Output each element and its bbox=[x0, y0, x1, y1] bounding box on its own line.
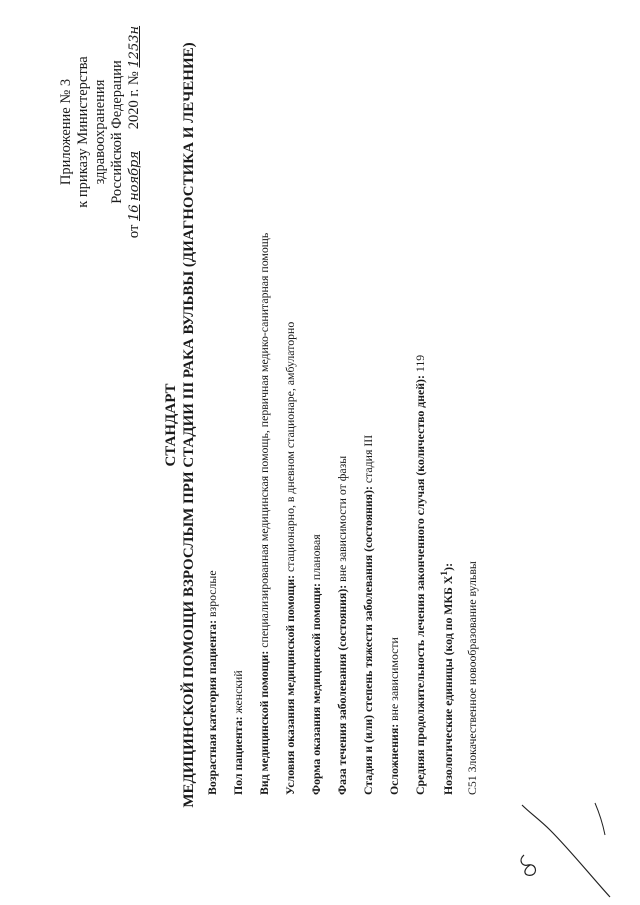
document-title bbox=[162, 5, 198, 845]
number-prefix: № bbox=[126, 71, 142, 86]
field-value: 119 bbox=[413, 354, 427, 373]
field-value: C51 Злокачественное новообразование вульвы bbox=[465, 561, 479, 795]
field-label: Осложнения: bbox=[387, 723, 401, 795]
field-label: Фаза течения заболевания (состояния): bbox=[335, 584, 349, 795]
title-standard: СТАНДАРТ bbox=[163, 383, 179, 467]
field-value: стационарно, в дневном стационаре, амбулаторно bbox=[283, 321, 297, 572]
signature-mark bbox=[510, 795, 620, 905]
handwritten-month: ноября bbox=[127, 151, 142, 201]
field-care-type bbox=[257, 233, 272, 795]
handwritten-day: 16 bbox=[127, 204, 142, 222]
handwritten-order-number: 1253н bbox=[127, 25, 142, 68]
field-label: Стадия и (или) степень тяжести заболевания (состояния): bbox=[361, 486, 375, 795]
field-value: плановая bbox=[309, 534, 323, 581]
field-label: Форма оказания медицинской помощи: bbox=[309, 583, 323, 795]
field-treatment-duration bbox=[413, 355, 428, 795]
field-label: Возрастная категория пациента: bbox=[205, 619, 219, 795]
field-label: Условия оказания медицинской помощи: bbox=[283, 574, 297, 795]
field-disease-stage bbox=[361, 435, 376, 795]
appendix-number: Приложение № 3 bbox=[58, 78, 74, 186]
field-value: стадия III bbox=[361, 434, 375, 484]
field-value: взрослые bbox=[205, 570, 219, 618]
field-label: Пол пациента: bbox=[231, 716, 245, 795]
field-complications bbox=[387, 637, 402, 795]
field-value: вне зависимости от фазы bbox=[335, 455, 349, 582]
field-label: Вид медицинской помощи: bbox=[257, 650, 271, 795]
appendix-order-line: к приказу Министерства здравоохранения bbox=[75, 56, 108, 208]
field-label: Нозологические единицы (код по МКБ X bbox=[440, 575, 455, 795]
field-disease-phase bbox=[335, 456, 350, 795]
footnote-marker: 1 bbox=[439, 570, 450, 576]
title-subject: МЕДИЦИНСКОЙ ПОМОЩИ ВЗРОСЛЫМ ПРИ СТАДИИ III РАКА ВУЛЬВЫ (ДИАГНОСТИКА И ЛЕЧЕНИЕ) bbox=[181, 42, 197, 808]
field-care-form bbox=[309, 534, 324, 795]
field-icd-code bbox=[465, 561, 480, 795]
field-value: специализированная медицинская помощь, первичная медико-санитарная помощь bbox=[257, 232, 271, 648]
field-nosological-units bbox=[439, 563, 456, 795]
field-care-conditions bbox=[283, 322, 298, 795]
appendix-ministry-line: Российской Федерации bbox=[109, 60, 125, 204]
field-age-category bbox=[205, 570, 220, 795]
field-value: вне зависимости bbox=[387, 637, 401, 721]
field-value: женский bbox=[231, 670, 245, 714]
field-label: Средняя продолжительность лечения законченного случая (количество дней): bbox=[413, 375, 427, 795]
field-label-suffix: ): bbox=[440, 562, 455, 571]
appendix-header bbox=[58, 7, 143, 257]
appendix-date-line bbox=[126, 7, 143, 257]
field-sex bbox=[231, 670, 246, 795]
from-prefix: от bbox=[126, 224, 142, 239]
year: 2020 г. bbox=[126, 88, 142, 130]
